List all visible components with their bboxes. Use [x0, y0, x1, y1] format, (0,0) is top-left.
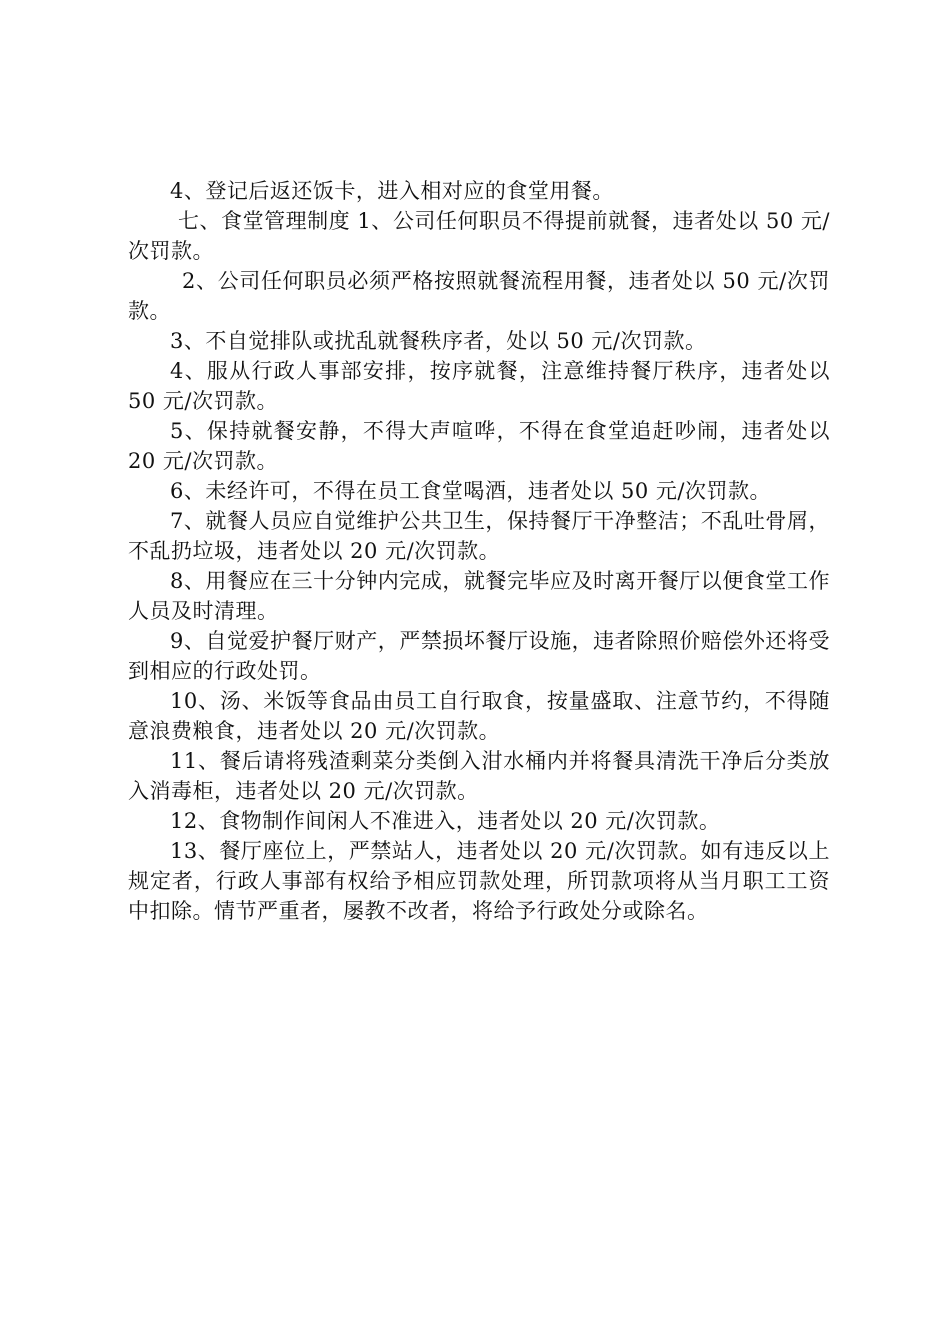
paragraph-rule-10: 10、汤、米饭等食品由员工自行取食，按量盛取、注意节约，不得随意浪费粮食，违者处以 20 元/次罚款。 — [128, 689, 830, 743]
paragraph-rule-7: 7、就餐人员应自觉维护公共卫生，保持餐厅干净整洁；不乱吐骨屑，不乱扔垃圾，违者处以 20 元/次罚款。 — [128, 509, 830, 563]
paragraph-rule-8: 8、用餐应在三十分钟内完成，就餐完毕应及时离开餐厅以便食堂工作人员及时清理。 — [128, 569, 830, 623]
paragraph-rule-11: 11、餐后请将残渣剩菜分类倒入泔水桶内并将餐具清洗干净后分类放入消毒柜，违者处以 20 元/次罚款。 — [128, 749, 830, 803]
paragraph-rule-6: 6、未经许可，不得在员工食堂喝酒，违者处以 50 元/次罚款。 — [170, 479, 772, 503]
document-body — [128, 176, 830, 926]
paragraph-rule-12: 12、食物制作间闲人不准进入，违者处以 20 元/次罚款。 — [170, 809, 721, 833]
paragraph-rule-2: 2、公司任何职员必须严格按照就餐流程用餐，违者处以 50 元/次罚款。 — [128, 269, 830, 323]
paragraph-section-7-rule-1: 七、食堂管理制度 1、公司任何职员不得提前就餐，违者处以 50 元/次罚款。 — [128, 209, 830, 263]
paragraph-rule-13: 13、餐厅座位上，严禁站人，违者处以 20 元/次罚款。如有违反以上规定者，行政人事部有权给予相应罚款处理，所罚款项将从当月职工工资中扣除。情节严重者，屡教不改者，将给予行政处分或除名。 — [128, 839, 830, 923]
paragraph-rule-3: 3、不自觉排队或扰乱就餐秩序者，处以 50 元/次罚款。 — [170, 329, 707, 353]
paragraph-rule-4: 4、服从行政人事部安排，按序就餐，注意维持餐厅秩序，违者处以 50 元/次罚款。 — [128, 359, 830, 413]
paragraph-rule-9: 9、自觉爱护餐厅财产，严禁损坏餐厅设施，违者除照价赔偿外还将受到相应的行政处罚。 — [128, 629, 830, 683]
paragraph-return-card: 4、登记后返还饭卡，进入相对应的食堂用餐。 — [170, 179, 614, 203]
paragraph-rule-5: 5、保持就餐安静，不得大声喧哗，不得在食堂追赶吵闹，违者处以 20 元/次罚款。 — [128, 419, 830, 473]
